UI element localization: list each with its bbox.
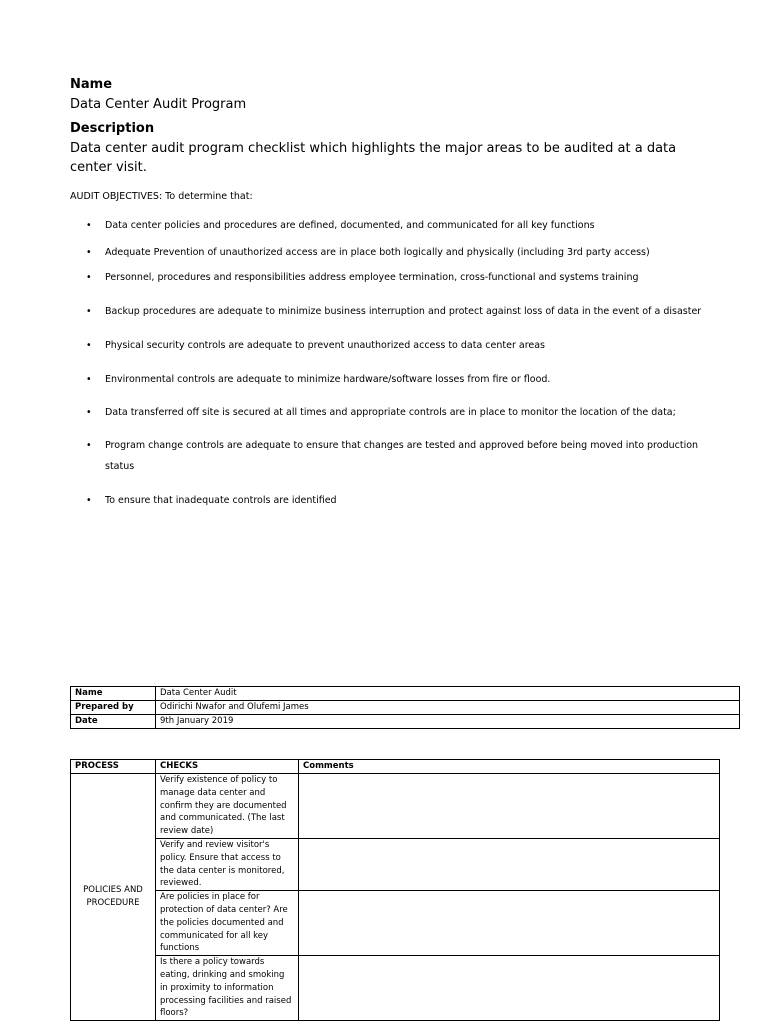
table-row	[71, 891, 720, 956]
process-name-cell: POLICIES AND PROCEDURE	[71, 774, 156, 1021]
check-cell: Is there a policy towards eating, drinking and smoking in proximity to information processing facilities and raised floors?	[156, 956, 299, 1021]
table-header-row	[71, 760, 720, 774]
comment-cell	[299, 891, 720, 956]
bullet-icon: •	[86, 247, 92, 258]
check-cell: Verify existence of policy to manage data center and confirm they are documented and communicated. (The last review date)	[156, 774, 299, 839]
info-label: Name	[71, 687, 156, 701]
name-heading: Name	[70, 77, 113, 92]
description-heading: Description	[70, 121, 155, 136]
process-checks-table	[70, 759, 720, 1021]
objective-text: Personnel, procedures and responsibilities address employee termination, cross-functional and systems training	[105, 272, 639, 283]
objective-text: Adequate Prevention of unauthorized access are in place both logically and physically (including 3rd party access)	[105, 247, 650, 258]
table-row	[71, 701, 740, 715]
objective-text: Data transferred off site is secured at all times and appropriate controls are in place to monitor the location of the data;	[105, 407, 676, 418]
column-header-comments: Comments	[299, 760, 720, 774]
bullet-icon: •	[86, 374, 92, 385]
objective-text: Backup procedures are adequate to minimize business interruption and protect against loss of data in the event of a disaster	[105, 306, 702, 317]
table-row	[71, 839, 720, 891]
name-value: Data Center Audit Program	[70, 97, 247, 112]
bullet-icon: •	[86, 407, 92, 418]
bullet-icon: •	[86, 272, 92, 283]
bullet-icon: •	[86, 495, 92, 506]
table-row	[71, 956, 720, 1021]
objective-text: Physical security controls are adequate to prevent unauthorized access to data center areas	[105, 340, 546, 351]
description-value: Data center audit program checklist which highlights the major areas to be audited at a data center visit.	[70, 141, 677, 175]
objectives-heading: AUDIT OBJECTIVES: To determine that:	[70, 191, 253, 202]
table-row	[71, 715, 740, 729]
check-cell: Are policies in place for protection of data center? Are the policies documented and communicated for all key functions	[156, 891, 299, 956]
comment-cell	[299, 956, 720, 1021]
audit-info-table	[70, 686, 740, 729]
objective-text: To ensure that inadequate controls are identified	[105, 495, 337, 506]
objective-text: Data center policies and procedures are defined, documented, and communicated for all key functions	[105, 220, 595, 231]
check-cell: Verify and review visitor's policy. Ensure that access to the data center is monitored, reviewed.	[156, 839, 299, 891]
bullet-icon: •	[86, 220, 92, 231]
objective-text: Program change controls are adequate to ensure that changes are tested and approved before being moved into production status	[105, 440, 699, 472]
column-header-checks: CHECKS	[156, 760, 299, 774]
comment-cell	[299, 839, 720, 891]
bullet-icon: •	[86, 306, 92, 317]
info-value: 9th January 2019	[156, 715, 740, 729]
bullet-icon: •	[86, 440, 92, 451]
info-label: Date	[71, 715, 156, 729]
info-value: Data Center Audit	[156, 687, 740, 701]
table-row	[71, 774, 720, 839]
info-value: Odirichi Nwafor and Olufemi James	[156, 701, 740, 715]
comment-cell	[299, 774, 720, 839]
column-header-process: PROCESS	[71, 760, 156, 774]
table-row	[71, 687, 740, 701]
objective-text: Environmental controls are adequate to minimize hardware/software losses from fire or flood.	[105, 374, 551, 385]
bullet-icon: •	[86, 340, 92, 351]
info-label: Prepared by	[71, 701, 156, 715]
